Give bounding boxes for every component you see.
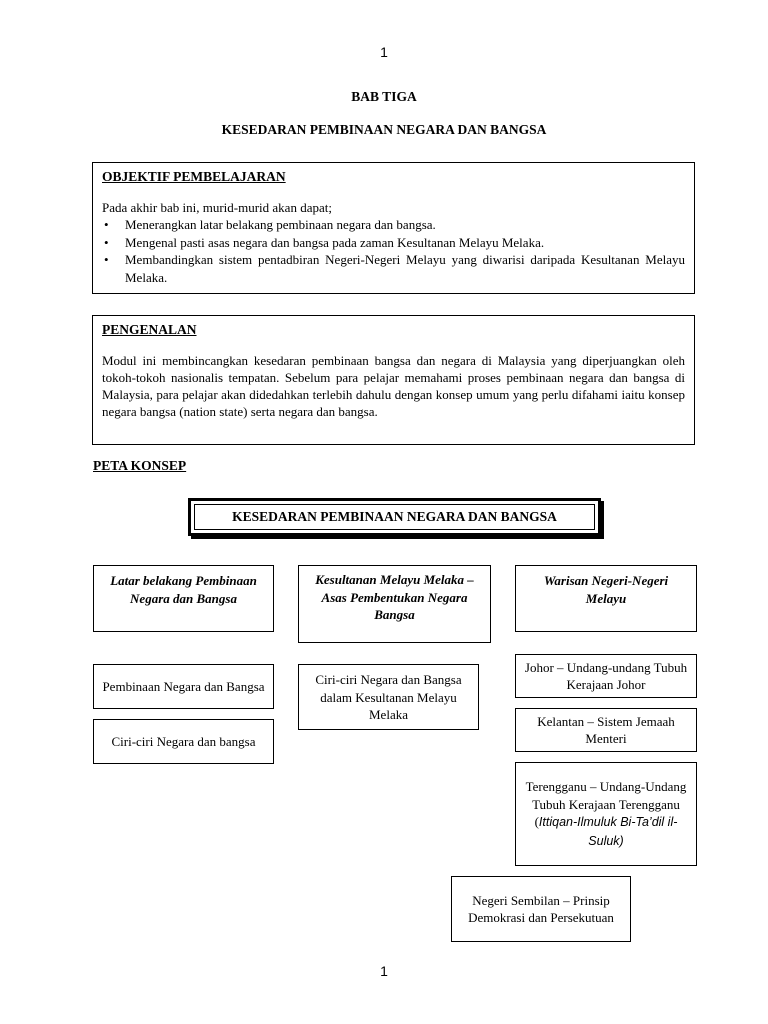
introduction-heading: PENGENALAN [102, 322, 197, 337]
col3-terengganu [515, 762, 697, 866]
terengganu-text: Terengganu – Undang-Undang Tubuh Kerajaan Terengganu ( [525, 779, 687, 829]
concept-map-main-title [188, 498, 601, 536]
page-title: KESEDARAN PEMBINAAN NEGARA DAN BANGSA [221, 122, 547, 137]
terengganu-italic-text: Ittiqan-Ilmuluk Bi-Ta’dil il-Suluk) [538, 815, 678, 848]
col3-kelantan: Kelantan – Sistem Jemaah Menteri [515, 708, 697, 752]
page-number-bottom: 1 [380, 963, 388, 979]
col2-header: Kesultanan Melayu Melaka – Asas Pembentukan Negara Bangsa [298, 565, 491, 643]
list-item: • Menerangkan latar belakang pembinaan negara dan bangsa. [104, 217, 436, 232]
col1-item-1: Pembinaan Negara dan Bangsa [93, 664, 274, 709]
bullet-icon: • [104, 252, 109, 267]
col2-item-1: Ciri-ciri Negara dan Bangsa dalam Kesultanan Melayu Melaka [298, 664, 479, 730]
bullet-icon: • [104, 234, 109, 250]
col1-item-2: Ciri-ciri Negara dan bangsa [93, 719, 274, 764]
introduction-box [92, 315, 695, 445]
objectives-list [102, 216, 685, 286]
col3-header: Warisan Negeri-Negeri Melayu [515, 565, 697, 632]
page-number-top: 1 [380, 44, 388, 60]
col1-header: Latar belakang Pembinaan Negara dan Bangsa [93, 565, 274, 632]
list-item: • Mengenal pasti asas negara dan bangsa pada zaman Kesultanan Melayu Melaka. [104, 234, 545, 250]
chapter-label: BAB TIGA [351, 89, 417, 104]
col3-johor: Johor – Undang-undang Tubuh Kerajaan Johor [515, 654, 697, 698]
objectives-heading: OBJEKTIF PEMBELAJARAN [102, 169, 286, 184]
col3-negeri-sembilan: Negeri Sembilan – Prinsip Demokrasi dan Persekutuan [451, 876, 631, 942]
concept-map-main-title-text: KESEDARAN PEMBINAAN NEGARA DAN BANGSA [194, 504, 595, 530]
bullet-icon: • [104, 217, 109, 232]
objectives-intro: Pada akhir bab ini, murid-murid akan dapat; [102, 200, 332, 215]
list-item: • Membandingkan sistem pentadbiran Negeri-Negeri Melayu yang diwarisi daripada Kesultanan Melayu Melaka. [104, 252, 685, 285]
introduction-text: Modul ini membincangkan kesedaran pembinaan bangsa dan negara di Malaysia yang diperjuangkan oleh tokoh-tokoh nasionalis tempatan. Sebelum para pelajar memahami proses pembinaan negara dan bangsa di Malaysia, para pelajar akan didedahkan terlebih dahulu dengan konsep umum yang perlu difahami iaitu konsep negara bangsa (nation state) serta negara dan bangsa. [102, 353, 685, 419]
objectives-box [92, 162, 695, 294]
concept-map-heading: PETA KONSEP [93, 458, 187, 473]
